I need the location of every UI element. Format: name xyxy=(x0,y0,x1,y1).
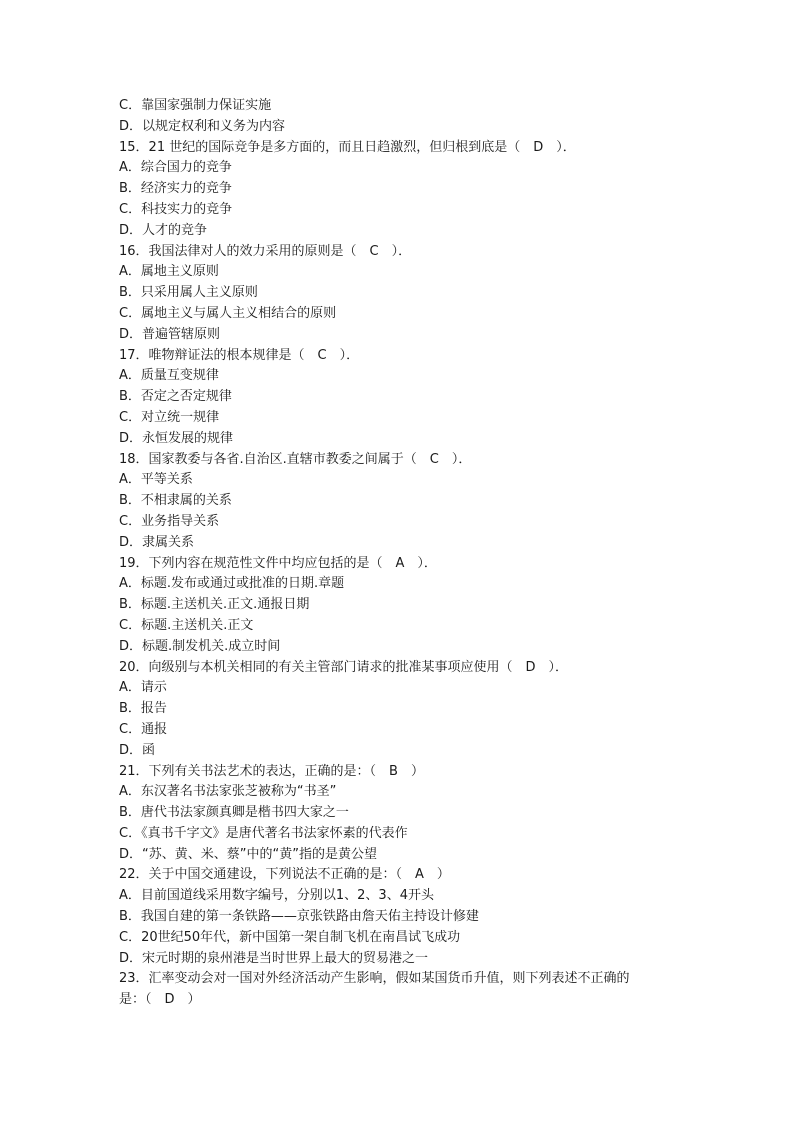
question-line: 15．21 世纪的国际竞争是多方面的，而且日趋激烈，但归根到底是（ D ）． xyxy=(119,139,576,155)
option-line: A．东汉著名书法家张芝被称为“书圣” xyxy=(119,784,337,800)
option-line: C．通报 xyxy=(119,721,168,737)
option-line: C．业务指导关系 xyxy=(119,513,220,529)
option-line: D．函 xyxy=(119,742,156,758)
option-line: B．只采用属人主义原则 xyxy=(119,285,258,301)
option-line: D．普遍管辖原则 xyxy=(119,326,221,342)
option-line: D．隶属关系 xyxy=(119,534,195,550)
option-line: C．20世纪50年代，新中国第一架自制飞机在南昌试飞成功 xyxy=(119,929,461,945)
option-line: D．标题.制发机关.成立时间 xyxy=(119,638,281,654)
option-line: C．标题.主送机关.正文 xyxy=(119,617,254,633)
option-line: C．对立统一规律 xyxy=(119,409,220,425)
question-line: 22．关于中国交通建设，下列说法不正确的是：（ A ） xyxy=(119,867,450,883)
question-line: 21．下列有关书法艺术的表达，正确的是：（ B ） xyxy=(119,763,424,779)
option-line: B．标题.主送机关.正文.通报日期 xyxy=(119,597,310,613)
option-line: D．永恒发展的规律 xyxy=(119,430,234,446)
option-line: A．平等关系 xyxy=(119,472,193,488)
option-line: B．经济实力的竞争 xyxy=(119,181,232,197)
option-line: A．请示 xyxy=(119,680,167,696)
question-line: 16．我国法律对人的效力采用的原则是（ C ）． xyxy=(119,243,412,259)
option-line: A．综合国力的竞争 xyxy=(119,160,232,176)
question-line: 19．下列内容在规范性文件中均应包括的是（ A ）． xyxy=(119,555,437,571)
option-line: A．属地主义原则 xyxy=(119,264,219,280)
option-line: C．属地主义与属人主义相结合的原则 xyxy=(119,305,337,321)
question-line: 17．唯物辩证法的根本规律是（ C ）． xyxy=(119,347,360,363)
question-line: 18．国家教委与各省.自治区.直辖市教委之间属于（ C ）． xyxy=(119,451,472,467)
option-line: D．人才的竞争 xyxy=(119,222,208,238)
option-line: B．不相隶属的关系 xyxy=(119,493,232,509)
option-line: D．宋元时期的泉州港是当时世界上最大的贸易港之一 xyxy=(119,950,429,966)
option-line: C．靠国家强制力保证实施 xyxy=(119,98,272,113)
question-line-continuation: 是：（ D ） xyxy=(119,992,201,1008)
option-line: C．《真书千字文》是唐代著名书法家怀素的代表作 xyxy=(119,825,408,841)
option-line: B．否定之否定规律 xyxy=(119,389,232,405)
option-line: C．科技实力的竞争 xyxy=(119,201,233,217)
option-line: A．质量互变规律 xyxy=(119,368,219,384)
question-line: 20．向级别与本机关相同的有关主管部门请求的批准某事项应使用（ D ）． xyxy=(119,659,569,675)
option-line: B．唐代书法家颜真卿是楷书四大家之一 xyxy=(119,805,349,821)
question-line: 23．汇率变动会对一国对外经济活动产生影响，假如某国货币升值，则下列表述不正确的 xyxy=(119,971,630,987)
option-line: B．我国自建的第一条铁路——京张铁路由詹天佑主持设计修建 xyxy=(119,909,479,925)
option-line: D．以规定权利和义务为内容 xyxy=(119,118,286,134)
option-line: A．目前国道线采用数字编号，分别以1、2、3、4开头 xyxy=(119,888,434,904)
option-line: B．报告 xyxy=(119,701,167,717)
option-line: A．标题.发布或通过或批准的日期.章题 xyxy=(119,576,345,592)
question-text-block xyxy=(119,96,679,1011)
option-line: D．“苏、黄、米、蔡”中的“黄”指的是黄公望 xyxy=(119,846,377,862)
